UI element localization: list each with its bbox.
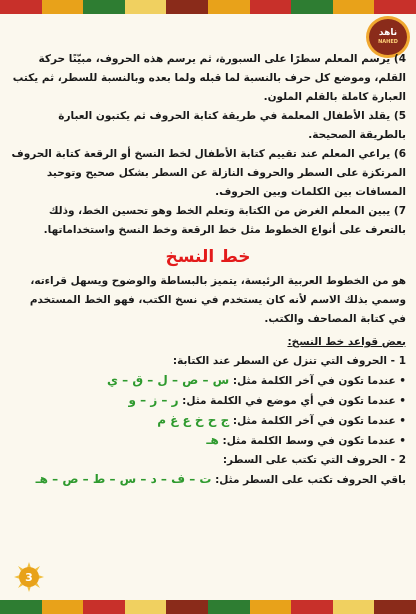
top-decorative-stripe <box>0 0 416 14</box>
section-heading: خط النسخ <box>165 247 251 267</box>
bottom-decorative-stripe <box>0 600 416 614</box>
intro-paragraph: هو من الخطوط العربية الرئيسة، يتميز بالبساطة والوضوح ويسهل قراءته، وسمي بذلك الاسم لأنه كان يستخدم في نسخ الكتب، فهو الخط المستخدم في كتابة المصاحف والكتب. <box>29 275 406 325</box>
rule-1: 1 - الحروف التي تنزل عن السطر عند الكتابة: <box>172 355 406 367</box>
bullet-1: • عندما تكون في آخر الكلمة مثل: س – ص – ل – ق – ي <box>106 373 406 387</box>
point-6: 6) يراعي المعلم عند تقييم كتابة الأطفال لخط النسخ أو الرقعة كتابة الحروف المرتكزة على السطر والحروف النازلة عن السطر بشكل صحيح وتوحيد المسافات بين الكلمات وبين الحروف. <box>11 148 406 198</box>
publisher-logo: ناهد NAHED <box>366 16 410 58</box>
rules-title: بعض قواعد خط النسخ: <box>287 336 406 348</box>
point-5: 5) يقلد الأطفال المعلمة في طريقة كتابة الحروف ثم يكتبون العبارة بالطريقة الصحيحة. <box>58 110 406 141</box>
bullet-2: • عندما تكون في أي موضع في الكلمة مثل: ر – ز – و <box>128 393 406 407</box>
rule-2: 2 - الحروف التي تكتب على السطر: <box>222 454 406 466</box>
page-number: 3 <box>19 567 39 587</box>
bullet-3: • عندما تكون في آخر الكلمة مثل: ج ح خ ع غ م <box>157 413 406 427</box>
rule-2-line: باقي الحروف تكتب على السطر مثل: ت – ف – د – س – ط – ص – هـ <box>35 472 406 486</box>
page-content <box>10 50 406 490</box>
bullet-4: • عندما تكون في وسط الكلمة مثل: هـ <box>206 433 406 447</box>
page-number-badge <box>14 562 44 592</box>
point-7: 7) يبين المعلم الغرض من الكتابة وتعلم الخط وهو تحسين الخط، وذلك بالتعرف على أنواع الخطوط مثل خط الرقعة وخط النسخ واستخداماتها. <box>43 205 406 236</box>
point-4: 4) يرسم المعلم سطرًا على السبورة، ثم يرسم هذه الحروف، مبيّنًا حركة القلم، وموضع كل حرف بالنسبة لما قبله ولما بعده وبالنسبة للسطر، ثم يكتب العبارة كاملة بالقلم الملون. <box>12 53 406 103</box>
